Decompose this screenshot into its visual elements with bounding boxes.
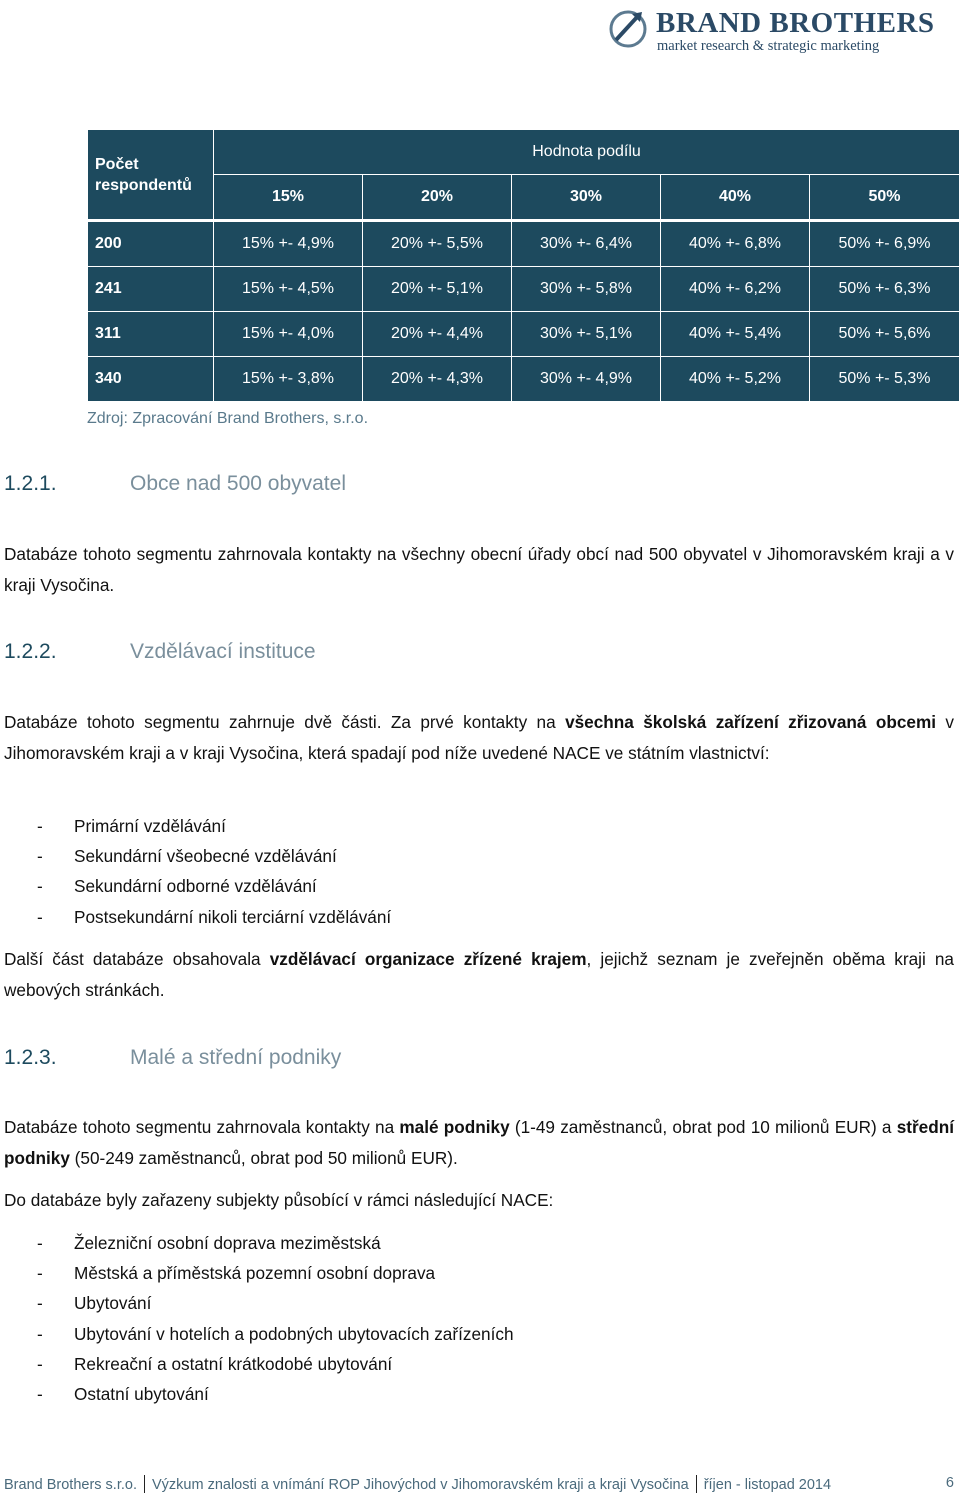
table-cell: 50% +- 5,3% — [810, 357, 960, 402]
text-run: Databáze tohoto segmentu zahrnuje dvě části. Za prvé kontakty na — [4, 712, 566, 732]
section-122-paragraph-2 — [4, 944, 954, 1006]
section-heading-122 — [4, 640, 316, 664]
list-item: - Železniční osobní doprava meziměstská — [37, 1233, 381, 1253]
table-cell: 15% +- 3,8% — [214, 357, 363, 402]
brand-logo — [608, 6, 958, 54]
table-cell: 20% +- 4,4% — [363, 312, 512, 357]
section-title: Vzdělávací instituce — [130, 640, 316, 663]
table-cell: 40% +- 6,8% — [661, 222, 810, 267]
table-cell: 50% +- 6,9% — [810, 222, 960, 267]
footer-title: Výzkum znalosti a vnímání ROP Jihovýchod v Jihomoravském kraji a kraji Vysočina — [151, 1477, 689, 1493]
section-number: 1.2.3. — [4, 1046, 57, 1069]
section-122-list — [4, 811, 904, 932]
section-122-paragraph-1 — [4, 707, 954, 769]
list-item: - Sekundární odborné vzdělávání — [37, 876, 317, 897]
table-row — [88, 312, 960, 357]
table-cell: 40% +- 5,4% — [661, 312, 810, 357]
table-row — [88, 222, 960, 267]
list-item: - Ubytování v hotelích a podobných ubytovacích zařízeních — [37, 1323, 514, 1344]
list-item: - Sekundární všeobecné vzdělávání — [37, 846, 337, 867]
table-cell: 15% +- 4,0% — [214, 312, 363, 357]
table-cell: 50% +- 6,3% — [810, 267, 960, 312]
table-cell: 30% +- 5,8% — [512, 267, 661, 312]
table-cell: 15% +- 4,9% — [214, 222, 363, 267]
text-run: (50-249 zaměstnanců, obrat pod 50 milionů EUR). — [69, 1148, 458, 1168]
section-heading-123 — [4, 1046, 341, 1070]
section-title: Obce nad 500 obyvatel — [130, 472, 346, 495]
table-cell: 30% +- 6,4% — [512, 222, 661, 267]
table-cell: 20% +- 4,3% — [363, 357, 512, 402]
table-cell: 40% +- 6,2% — [661, 267, 810, 312]
logo-tagline: market research & strategic marketing — [657, 38, 880, 54]
logo-name: BRAND BROTHERS — [656, 7, 935, 39]
section-123-paragraph-1 — [4, 1112, 954, 1174]
row-header: 241 — [88, 267, 214, 312]
brand-logo-icon — [608, 6, 652, 50]
list-item: - Městská a příměstská pozemní osobní doprava — [37, 1263, 436, 1284]
list-item: - Rekreační a ostatní krátkodobé ubytování — [37, 1353, 393, 1374]
table-cell: 30% +- 5,1% — [512, 312, 661, 357]
row-header: 200 — [88, 222, 214, 267]
text-run: Další část databáze obsahovala — [4, 949, 270, 969]
table-cell: 40% +- 5,2% — [661, 357, 810, 402]
table-group-header: Hodnota podílu — [214, 130, 960, 175]
text-run: Databáze tohoto segmentu zahrnovala kontakty na — [4, 1117, 400, 1137]
list-item: - Postsekundární nikoli terciární vzdělávání — [37, 906, 392, 927]
text-bold: vzdělávací organizace zřízené krajem — [269, 949, 587, 969]
column-header: 30% — [512, 175, 661, 220]
text-bold: střední podniky — [4, 1117, 955, 1168]
footer-divider — [144, 1475, 145, 1493]
section-121-text: Databáze tohoto segmentu zahrnovala kontakty na všechny obecní úřady obcí nad 500 obyvatel v Jihomoravském kraji a v kraji Vysočina. — [4, 544, 954, 595]
column-header: 15% — [214, 175, 363, 220]
table-row — [88, 267, 960, 312]
section-number: 1.2.2. — [4, 640, 57, 663]
text-bold: všechna školská zařízení zřizovaná obcemi — [565, 712, 936, 732]
section-123-list — [4, 1228, 904, 1409]
table-cell: 20% +- 5,5% — [363, 222, 512, 267]
section-number: 1.2.1. — [4, 472, 57, 495]
column-header: 20% — [363, 175, 512, 220]
table-row — [88, 357, 960, 402]
text-run: , jejichž seznam je zveřejněn oběma kraji na webových stránkách. — [4, 949, 954, 1000]
table-cell: 15% +- 4,5% — [214, 267, 363, 312]
text-bold: malé podniky — [399, 1117, 510, 1137]
row-header: 340 — [88, 357, 214, 402]
footer-date: říjen - listopad 2014 — [703, 1477, 832, 1493]
list-item: - Primární vzdělávání — [37, 816, 226, 836]
table-cell: 50% +- 5,6% — [810, 312, 960, 357]
section-title: Malé a střední podniky — [130, 1046, 342, 1069]
column-header: 50% — [810, 175, 960, 220]
footer-company: Brand Brothers s.r.o. — [4, 1477, 137, 1493]
list-item: - Ostatní ubytování — [37, 1384, 209, 1405]
text-run: v Jihomoravském kraji a v kraji Vysočina, která spadají pod níže uvedené NACE ve státním vlastnictví: — [4, 712, 954, 763]
row-header: 311 — [88, 312, 214, 357]
column-header: 40% — [661, 175, 810, 220]
section-heading-121 — [4, 472, 346, 496]
margin-of-error-table — [87, 129, 960, 402]
section-123-paragraph-2: Do databáze byly zařazeny subjekty působící v rámci následující NACE: — [4, 1190, 554, 1210]
footer-divider — [696, 1475, 697, 1493]
list-item: - Ubytování — [37, 1293, 152, 1314]
page-number: 6 — [945, 1475, 954, 1491]
table-source: Zdroj: Zpracování Brand Brothers, s.r.o. — [87, 410, 369, 427]
table-corner-header: Počet respondentů — [88, 130, 214, 220]
page-footer — [4, 1475, 956, 1493]
table-cell: 20% +- 5,1% — [363, 267, 512, 312]
table-cell: 30% +- 4,9% — [512, 357, 661, 402]
text-run: (1-49 zaměstnanců, obrat pod 10 milionů EUR) a — [509, 1117, 897, 1137]
